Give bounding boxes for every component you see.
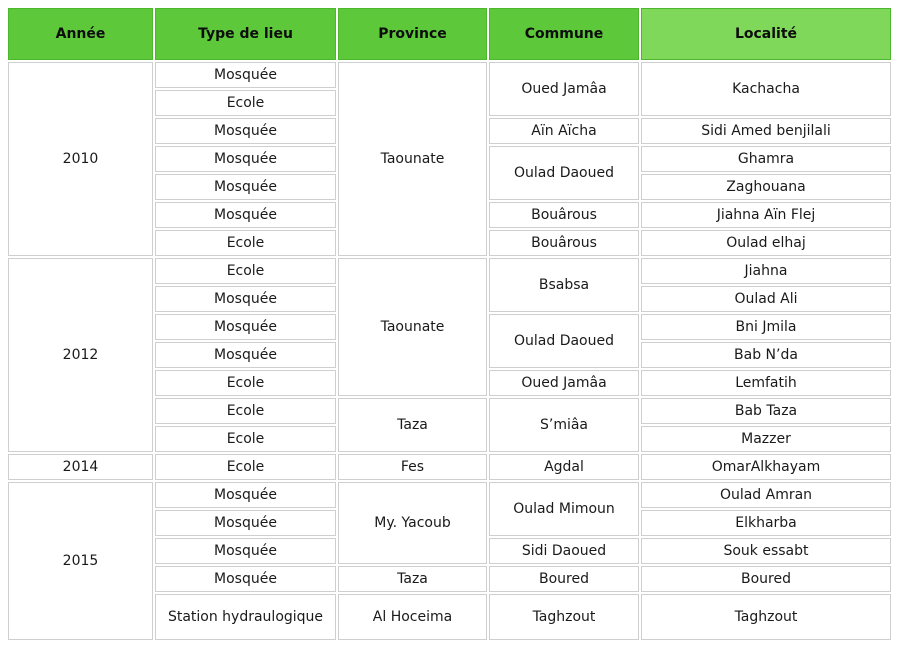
type-cell: Ecole: [155, 90, 336, 116]
type-cell: Mosquée: [155, 342, 336, 368]
commune-cell: Oulad Mimoun: [489, 482, 639, 536]
localite-cell: Sidi Amed benjilali: [641, 118, 891, 144]
province-cell: Taounate: [338, 258, 487, 396]
commune-cell: Boured: [489, 566, 639, 592]
province-cell: Fes: [338, 454, 487, 480]
table-row: [8, 258, 891, 284]
year-cell: 2010: [8, 62, 153, 256]
localite-cell: Jiahna: [641, 258, 891, 284]
type-cell: Mosquée: [155, 202, 336, 228]
commune-cell: Aïn Aïcha: [489, 118, 639, 144]
header-annee: Année: [8, 8, 153, 60]
type-cell: Mosquée: [155, 538, 336, 564]
header-commune: Commune: [489, 8, 639, 60]
localite-cell: Oulad Ali: [641, 286, 891, 312]
commune-cell: Oulad Daoued: [489, 314, 639, 368]
year-cell: 2015: [8, 482, 153, 640]
type-cell: Ecole: [155, 454, 336, 480]
commune-cell: Oued Jamâa: [489, 62, 639, 116]
localite-cell: Bab N’da: [641, 342, 891, 368]
localite-cell: Mazzer: [641, 426, 891, 452]
commune-cell: Agdal: [489, 454, 639, 480]
localite-cell: Boured: [641, 566, 891, 592]
type-cell: Mosquée: [155, 62, 336, 88]
header-localite: Localité: [641, 8, 891, 60]
type-cell: Ecole: [155, 230, 336, 256]
type-cell: Ecole: [155, 258, 336, 284]
type-cell: Mosquée: [155, 174, 336, 200]
type-cell: Mosquée: [155, 146, 336, 172]
localite-cell: Lemfatih: [641, 370, 891, 396]
year-cell: 2014: [8, 454, 153, 480]
type-cell: Mosquée: [155, 566, 336, 592]
header-type-de-lieu: Type de lieu: [155, 8, 336, 60]
localite-cell: Jiahna Aïn Flej: [641, 202, 891, 228]
year-cell: 2012: [8, 258, 153, 452]
type-cell: Mosquée: [155, 510, 336, 536]
type-cell: Station hydraulogique: [155, 594, 336, 640]
commune-cell: S’miâa: [489, 398, 639, 452]
commune-cell: Bouârous: [489, 202, 639, 228]
table-row: [8, 454, 891, 480]
commune-cell: Bsabsa: [489, 258, 639, 312]
commune-cell: Sidi Daoued: [489, 538, 639, 564]
type-cell: Mosquée: [155, 482, 336, 508]
commune-cell: Oulad Daoued: [489, 146, 639, 200]
province-cell: Taounate: [338, 62, 487, 256]
type-cell: Mosquée: [155, 118, 336, 144]
localite-cell: Elkharba: [641, 510, 891, 536]
province-cell: Taza: [338, 566, 487, 592]
province-cell: Taza: [338, 398, 487, 452]
table-row: [8, 482, 891, 508]
localite-cell: Bab Taza: [641, 398, 891, 424]
localite-cell: Oulad Amran: [641, 482, 891, 508]
province-cell: Al Hoceima: [338, 594, 487, 640]
localite-cell: Souk essabt: [641, 538, 891, 564]
type-cell: Mosquée: [155, 314, 336, 340]
commune-cell: Bouârous: [489, 230, 639, 256]
localite-cell: Ghamra: [641, 146, 891, 172]
commune-cell: Oued Jamâa: [489, 370, 639, 396]
localite-cell: Taghzout: [641, 594, 891, 640]
localite-cell: Oulad elhaj: [641, 230, 891, 256]
localite-cell: OmarAlkhayam: [641, 454, 891, 480]
type-cell: Mosquée: [155, 286, 336, 312]
header-province: Province: [338, 8, 487, 60]
commune-cell: Taghzout: [489, 594, 639, 640]
localite-cell: Zaghouana: [641, 174, 891, 200]
localite-cell: Kachacha: [641, 62, 891, 116]
localite-cell: Bni Jmila: [641, 314, 891, 340]
province-cell: My. Yacoub: [338, 482, 487, 564]
header-row: [8, 8, 891, 60]
sites-table: [6, 6, 893, 642]
type-cell: Ecole: [155, 426, 336, 452]
type-cell: Ecole: [155, 398, 336, 424]
table-row: [8, 62, 891, 88]
type-cell: Ecole: [155, 370, 336, 396]
